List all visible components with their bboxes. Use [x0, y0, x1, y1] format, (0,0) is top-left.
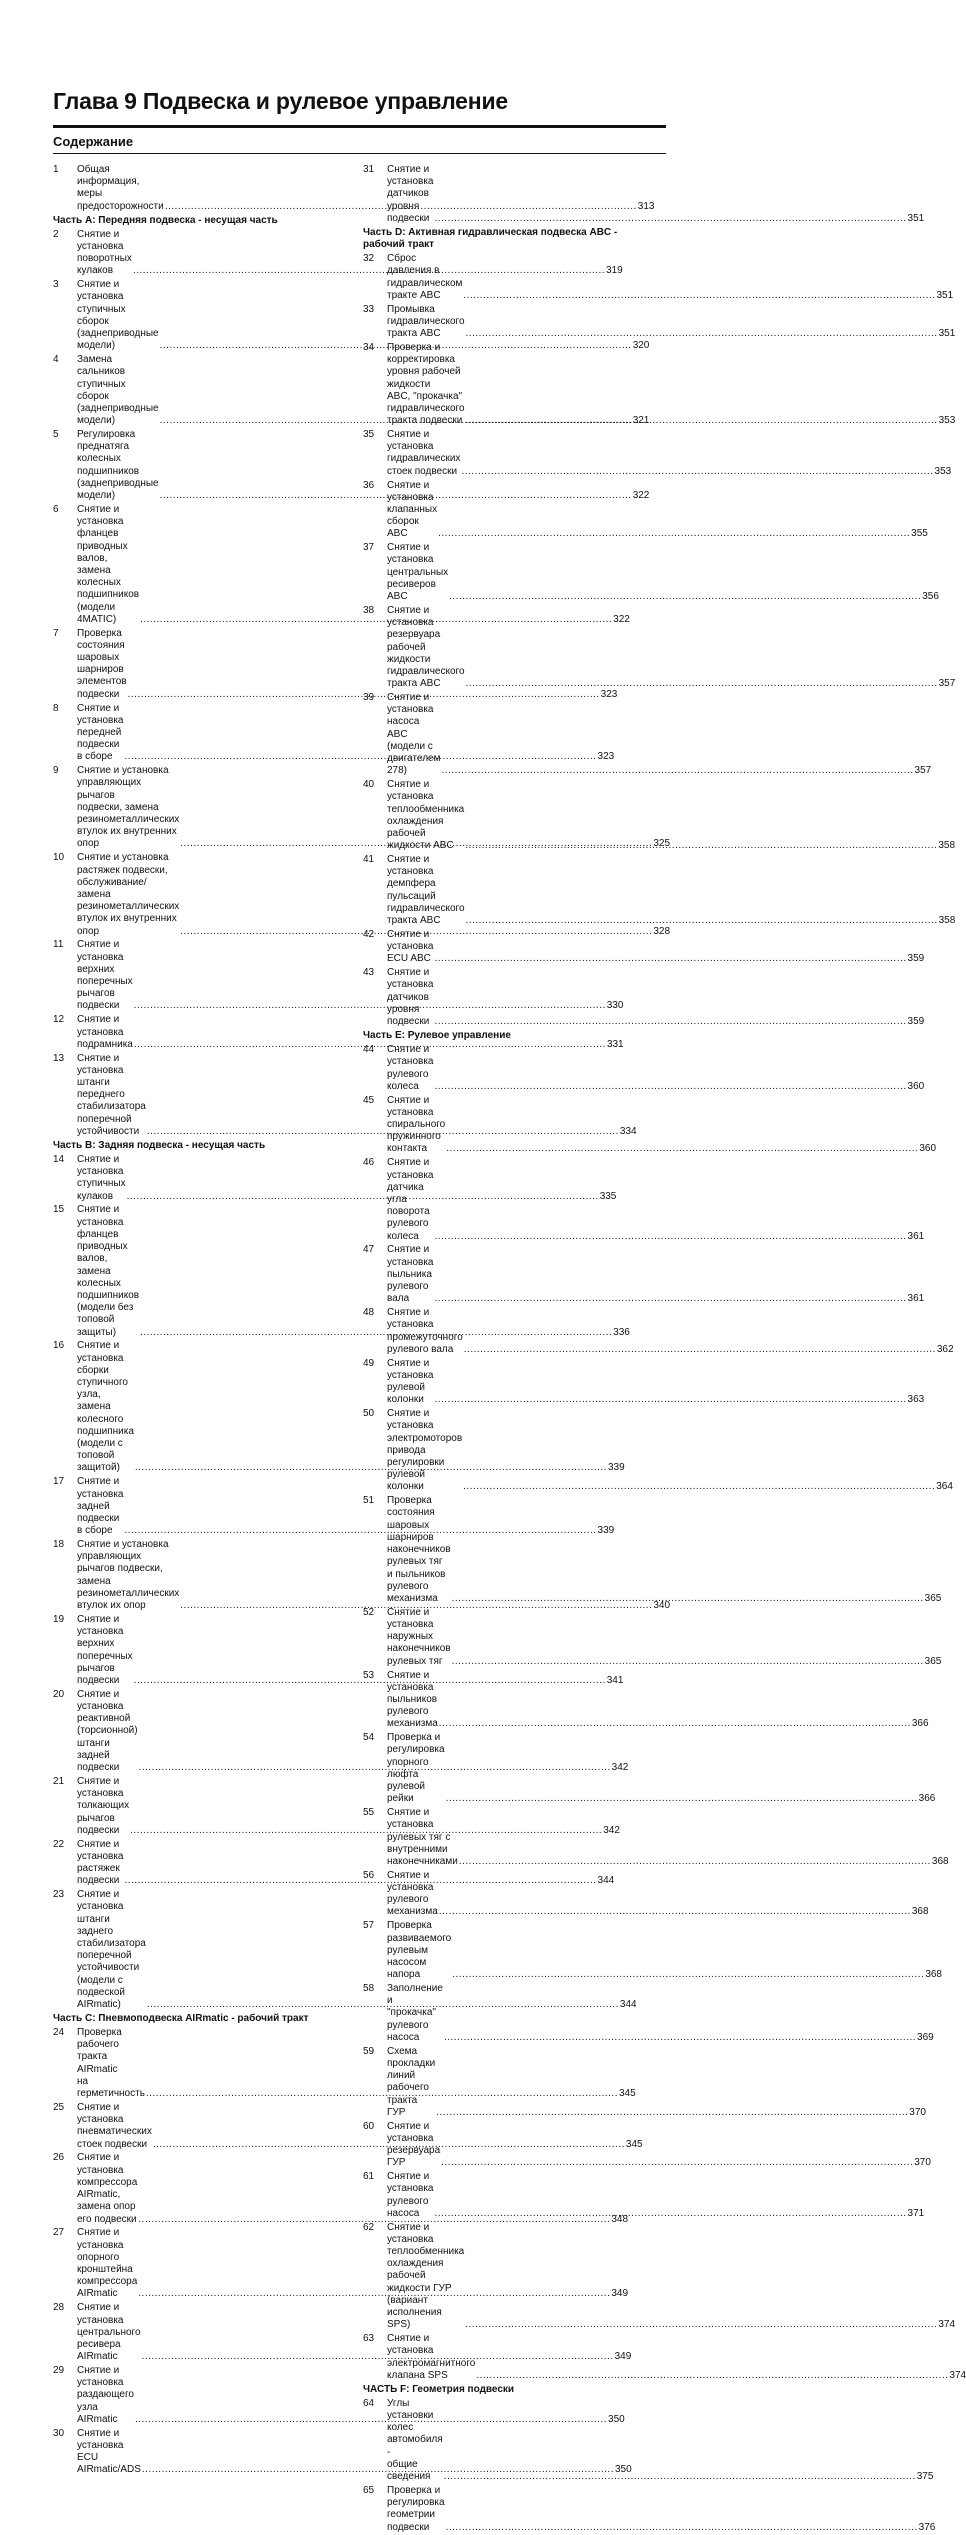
toc-part-heading: Часть C: Пневмоподвеска AIRmatic - рабочий тракт: [53, 2012, 309, 2024]
toc-entry-title: Замена сальников ступичных сборок (заднеприводные модели): [77, 354, 159, 427]
toc-part-heading: Часть D: Активная гидравлическая подвеска ABC - рабочий тракт: [363, 226, 618, 250]
dot-leader: [434, 953, 906, 965]
dot-leader: [439, 1906, 911, 1918]
dot-leader: [446, 1143, 918, 1155]
toc-entry-page: 344: [597, 1875, 615, 1887]
toc-entry-number: 30: [53, 2427, 65, 2439]
toc-entry-number: 48: [363, 1307, 375, 1319]
toc-part-heading: ЧАСТЬ F: Геометрия подвески: [363, 2383, 515, 2395]
toc-entry-title: Снятие и установка реактивной (торсионной) штанги задней подвески: [77, 1688, 138, 1774]
toc-entry-title: Промывка гидравлического тракта ABC: [387, 303, 465, 340]
toc-entry-number: 3: [53, 279, 59, 291]
toc-entry-title: Снятие и установка наружных наконечников рулевых тяг: [387, 1606, 451, 1667]
toc-entry-title: Снятие и установка датчиков уровня подвески: [387, 164, 434, 224]
contents-heading: Содержание: [53, 134, 134, 149]
toc-entry-number: 15: [53, 1204, 65, 1216]
toc-entry-title: Снятие и установка задней подвески в сборе: [77, 1476, 124, 1537]
toc-entry-page: 330: [606, 1000, 624, 1012]
toc-entry-page: 320: [632, 340, 650, 352]
toc-part-heading: Часть E: Рулевое управление: [363, 1029, 511, 1041]
toc-entry-number: 47: [363, 1244, 375, 1256]
dot-leader: [463, 1481, 935, 1493]
toc-entry-title: Сброс давления в гидравлическом тракте ABC: [387, 253, 463, 301]
toc-entry-number: 11: [53, 939, 64, 951]
toc-entry-page: 361: [907, 1230, 925, 1242]
toc-entry-number: 18: [53, 1539, 65, 1551]
toc-entry-page: 341: [606, 1674, 624, 1686]
toc-entry-number: 10: [53, 852, 65, 864]
toc-entry-page: 313: [637, 200, 655, 212]
toc-entry-number: 33: [363, 303, 375, 315]
toc-entry-title: Проверка и корректировка уровня рабочей жидкости ABC, "прокачка" гидравлического тракта подвески: [387, 341, 465, 427]
dot-leader: [461, 466, 933, 478]
toc-entry-number: 6: [53, 503, 59, 515]
toc-entry: [363, 1307, 954, 1356]
toc-entry-title: Снятие и установка штанги заднего стабилизатора поперечной устойчивости (модели с подвеской AIRmatic): [77, 1889, 146, 2010]
toc-entry-title: Снятие и установка опорного кронштейна компрессора AIRmatic: [77, 2227, 138, 2300]
toc-entry-title: Снятие и установка спирального пружинного контакта: [387, 1094, 446, 1155]
toc-entry-number: 14: [53, 1153, 65, 1165]
dot-leader: [465, 840, 937, 852]
toc-entry-page: 368: [925, 1969, 942, 1981]
toc-entry-page: 368: [911, 1906, 929, 1918]
toc-entry: [363, 303, 956, 341]
toc-entry-number: 57: [363, 1920, 375, 1932]
toc-entry-page: 368: [931, 1855, 949, 1867]
toc-entry: [363, 1094, 937, 1156]
contents-rule: [53, 153, 666, 154]
toc-entry-title: Снятие и установка промежуточного рулевого вала: [387, 1307, 463, 1355]
toc-entry-number: 64: [363, 2397, 375, 2409]
toc-entry-number: 52: [363, 1606, 375, 1618]
toc-entry-number: 31: [363, 164, 375, 175]
toc-part-heading: Часть A: Передняя подвеска - несущая часть: [53, 214, 278, 226]
dot-leader: [444, 2032, 916, 2044]
dot-leader: [434, 1081, 906, 1093]
toc-entry-number: 54: [363, 1732, 375, 1744]
toc-entry-page: 370: [909, 2106, 926, 2118]
toc-entry-title: Снятие и установка электромоторов привода регулировки рулевой колонки: [387, 1408, 463, 1493]
toc-entry-title: Снятие и установка электромагнитного клапана SPS: [387, 2333, 476, 2381]
toc-entry-page: 359: [907, 953, 925, 965]
toc-entry-title: Заполнение и "прокачка" рулевого насоса: [387, 1983, 443, 2043]
toc-entry-page: 358: [938, 840, 956, 852]
toc-entry-page: 325: [653, 838, 671, 850]
toc-entry-page: 358: [938, 915, 956, 927]
toc-entry-page: 365: [924, 1592, 942, 1604]
toc-entry-title: Снятие и установка рулевых тяг с внутренними наконечниками: [387, 1807, 458, 1867]
toc-entry: [363, 341, 956, 427]
toc-entry-number: 51: [363, 1495, 375, 1507]
toc-entry-title: Снятие и установка теплообменника охлаждения рабочей жидкости ГУР (вариант исполнения SPS): [387, 2221, 465, 2331]
toc-entry-number: 26: [53, 2152, 65, 2164]
toc-entry-page: 375: [916, 2471, 934, 2483]
toc-entry: [363, 1807, 949, 1868]
toc-entry-number: 37: [363, 542, 375, 554]
dot-leader: [466, 415, 938, 427]
toc-entry: [363, 1044, 925, 1093]
toc-entry: [363, 1495, 942, 1605]
dot-leader: [438, 528, 910, 540]
dot-leader: [466, 328, 938, 340]
toc-entry-title: Снятие и установка ступичных кулаков: [77, 1153, 126, 1202]
toc-entry-page: 321: [632, 415, 650, 427]
toc-entry-title: Снятие и установка фланцев приводных валов, замена колесных подшипников (модели 4MATIC): [77, 503, 140, 625]
toc-entry-number: 65: [363, 2484, 375, 2496]
toc-entry-number: 40: [363, 779, 375, 791]
toc-entry-title: Снятие и установка гидравлических стоек подвески: [387, 429, 461, 477]
dot-leader: [465, 2319, 937, 2331]
toc-entry-number: 27: [53, 2227, 65, 2239]
toc-entry: [363, 1244, 925, 1305]
toc-entry-title: Проверка рабочего тракта AIRmatic на герметичность: [77, 2027, 145, 2100]
toc-entry: [363, 2171, 925, 2220]
toc-entry-number: 29: [53, 2365, 65, 2376]
toc-entry-number: 1: [53, 164, 59, 175]
toc-entry-title: Снятие и установка ECU ABC: [387, 928, 434, 965]
dot-leader: [434, 1394, 906, 1406]
toc-entry-title: Снятие и установка фланцев приводных валов, замена колесных подшипников (модели без топовой защиты): [77, 1204, 140, 1338]
toc-entry-title: Снятие и установка клапанных сборок ABC: [387, 479, 438, 540]
toc-entry-page: 364: [936, 1481, 953, 1493]
toc-entry-title: Снятие и установка центрального ресивера AIRmatic: [77, 2302, 141, 2363]
toc-entry-page: 366: [918, 1793, 936, 1805]
toc-part-heading: Часть B: Задняя подвеска - несущая часть: [53, 1139, 266, 1151]
toc-entry-number: 41: [363, 854, 375, 866]
toc-entry-title: Схема прокладки линий рабочего тракта ГУР: [387, 2045, 436, 2118]
toc-entry-number: 58: [363, 1983, 375, 1995]
dot-leader: [439, 1718, 911, 1730]
toc-entry-page: 339: [597, 1525, 615, 1537]
dot-leader: [463, 290, 935, 302]
toc-entry: [363, 1983, 934, 2044]
toc-entry-title: Снятие и установка рулевой колонки: [387, 1357, 434, 1406]
dot-leader: [441, 765, 913, 777]
toc-entry-title: Снятие и установка передней подвески в сборе: [77, 702, 124, 763]
toc-entry-number: 20: [53, 1688, 65, 1700]
dot-leader: [476, 2370, 948, 2382]
toc-entry-number: 45: [363, 1094, 375, 1106]
toc-entry: [363, 253, 954, 302]
toc-entry-number: 42: [363, 928, 375, 940]
toc-entry-number: 32: [363, 253, 375, 265]
toc-entry: [363, 1732, 936, 1805]
toc-entry-number: 49: [363, 1357, 375, 1369]
toc-entry-page: 366: [911, 1718, 929, 1730]
toc-entry-title: Снятие и установка верхних поперечных рычагов подвески: [77, 1613, 133, 1686]
toc-entry-title: Общая информация, меры предосторожности: [77, 164, 164, 212]
toc-entry: [363, 2484, 936, 2534]
toc-entry-page: 374: [949, 2369, 966, 2381]
toc-entry-title: Снятие и установка толкающих рычагов подвески: [77, 1775, 130, 1836]
dot-leader: [441, 2157, 913, 2169]
dot-leader: [464, 1344, 936, 1356]
toc-entry: [363, 1357, 925, 1407]
toc-entry-page: 351: [938, 328, 956, 340]
toc-entry-number: 60: [363, 2120, 375, 2132]
toc-entry: [363, 1869, 929, 1919]
toc-entry: [363, 2120, 931, 2170]
toc-entry-number: 7: [53, 627, 59, 639]
toc-entry-title: Снятие и установка пневматических стоек подвески: [77, 2101, 152, 2150]
toc-entry-number: 34: [363, 341, 375, 353]
toc-entry-number: 17: [53, 1476, 65, 1488]
toc-entry-number: 61: [363, 2171, 375, 2183]
toc-entry-number: 23: [53, 1889, 65, 1901]
toc-entry-page: 351: [907, 212, 925, 224]
toc-entry: [363, 1408, 953, 1493]
toc-entry-title: Снятие и установка резервуара рабочей жидкости гидравлического тракта ABC: [387, 604, 465, 690]
toc-entry-number: 22: [53, 1838, 65, 1850]
toc-entry-title: Снятие и установка верхних поперечных рычагов подвески: [77, 939, 133, 1012]
toc-entry-page: 342: [603, 1824, 620, 1836]
toc-entry-page: 345: [625, 2138, 643, 2150]
toc-entry: [363, 479, 928, 541]
toc-entry-number: 19: [53, 1613, 65, 1625]
dot-leader: [434, 1231, 906, 1243]
toc-entry-page: 323: [597, 751, 615, 763]
toc-entry-number: 44: [363, 1044, 375, 1056]
toc-entry-title: Проверка и регулировка геометрии подвески: [387, 2484, 445, 2533]
toc-entry-page: 322: [632, 490, 650, 502]
toc-entry-number: 4: [53, 354, 59, 366]
dot-leader: [452, 1969, 924, 1981]
toc-entry-page: 362: [936, 1343, 954, 1355]
toc-entry-page: 357: [938, 678, 956, 690]
toc-entry-title: Снятие и установка штанги переднего стабилизатора поперечной устойчивости: [77, 1052, 146, 1137]
toc-entry-title: Снятие и установка теплообменника охлаждения рабочей жидкости ABC: [387, 779, 465, 852]
toc-entry-page: 371: [907, 2207, 925, 2219]
toc-entry: [363, 1157, 925, 1242]
toc-entry-title: Снятие и установка датчика угла поворота рулевого колеса: [387, 1157, 434, 1242]
toc-entry-number: 43: [363, 967, 375, 979]
toc-entry: [363, 2397, 934, 2483]
toc-entry-title: Снятие и установка рулевого колеса: [387, 1044, 434, 1092]
toc-entry-page: 365: [924, 1655, 942, 1667]
toc-entry-number: 24: [53, 2027, 65, 2039]
toc-entry: [363, 854, 956, 927]
toc-entry: [363, 604, 956, 690]
toc-entry-number: 25: [53, 2101, 65, 2113]
toc-entry-title: Проверка состояния шаровых шарниров элементов подвески: [77, 627, 127, 700]
toc-entry-page: 345: [618, 2088, 636, 2100]
toc-entry-number: 39: [363, 692, 375, 704]
dot-leader: [444, 2471, 916, 2483]
toc-entry-title: Регулировка преднатяга колесных подшипников (заднеприводные модели): [77, 429, 159, 502]
toc-entry-title: Снятие и установка управляющих рычагов подвески, замена резинометаллических втулок их внутренних опор: [77, 765, 180, 850]
toc-entry-title: Снятие и установка ступичных сборок (заднеприводные модели): [77, 279, 159, 352]
toc-entry-page: 355: [911, 528, 928, 540]
toc-entry-page: 323: [600, 688, 618, 700]
toc-entry-number: 9: [53, 765, 59, 777]
toc-entry-page: 331: [606, 1038, 624, 1050]
toc-entry: [363, 2045, 926, 2119]
toc-entry-page: 351: [936, 289, 954, 301]
dot-leader: [434, 1293, 906, 1305]
toc-entry-title: Снятие и установка демпфера пульсаций гидравлического тракта ABC: [387, 854, 465, 927]
toc-entry-number: 36: [363, 479, 375, 491]
toc-entry-page: 319: [606, 265, 623, 277]
toc-entry-number: 12: [53, 1014, 65, 1026]
toc-entry-title: Снятие и установка подрамника: [77, 1014, 133, 1050]
toc-entry-title: Проверка развиваемого рулевым насосом напора: [387, 1920, 452, 1981]
toc-entry-number: 50: [363, 1408, 375, 1420]
toc-entry-title: Снятие и установка насоса ABC (модели с двигателем 278): [387, 692, 441, 777]
toc-entry: [363, 967, 925, 1028]
toc-entry-page: 361: [907, 1293, 925, 1305]
dot-leader: [466, 915, 938, 927]
toc-entry-number: 38: [363, 604, 375, 616]
toc-entry-page: 370: [914, 2157, 931, 2169]
toc-entry-title: Снятие и установка центральных ресиверов ABC: [387, 542, 449, 603]
toc-entry-number: 63: [363, 2333, 375, 2345]
dot-leader: [452, 1593, 924, 1605]
toc-entry-page: 322: [613, 613, 630, 625]
toc-entry-page: 353: [934, 465, 952, 477]
dot-leader: [446, 2522, 918, 2534]
toc-entry-title: Снятие и установка растяжек подвески, обслуживание/замена резинометаллических втулок их внутренних опор: [77, 852, 180, 937]
toc-entry-number: 13: [53, 1052, 65, 1064]
dot-leader: [434, 213, 906, 225]
toc-entry-number: 28: [53, 2302, 65, 2314]
toc-entry-title: Снятие и установка рулевого насоса: [387, 2171, 434, 2219]
toc-entry-title: Углы установки колес автомобиля - общие сведения: [387, 2397, 443, 2483]
toc-entry-page: 349: [614, 2351, 632, 2363]
toc-entry-number: 62: [363, 2221, 375, 2233]
chapter-title: Глава 9 Подвеска и рулевое управление: [53, 88, 508, 114]
toc-entry-title: Снятие и установка растяжек подвески: [77, 1838, 124, 1887]
toc-entry-title: Снятие и установка пыльника рулевого вала: [387, 1244, 434, 1305]
toc-entry-page: 334: [619, 1125, 637, 1137]
toc-entry-page: 353: [938, 415, 956, 427]
toc-entry-number: 8: [53, 702, 59, 714]
toc-entry-page: 328: [653, 925, 671, 937]
toc-entry-number: 46: [363, 1157, 375, 1169]
dot-leader: [459, 1856, 931, 1868]
title-rule: [53, 125, 666, 128]
toc-entry-page: 369: [917, 2031, 934, 2043]
toc-entry-title: Снятие и установка компрессора AIRmatic, замена опор его подвески: [77, 2152, 138, 2225]
toc-entry-page: 360: [919, 1143, 937, 1155]
toc-entry-title: Снятие и установка пыльников рулевого механизма: [387, 1669, 438, 1730]
toc-entry: [363, 2221, 956, 2332]
toc-entry-page: 340: [653, 1600, 671, 1612]
toc-entry-number: 21: [53, 1775, 65, 1787]
toc-entry-title: Снятие и установка поворотных кулаков: [77, 228, 132, 277]
toc-entry-page: 339: [607, 1462, 625, 1474]
toc-entry-title: Проверка состояния шаровых шарниров наконечников рулевых тяг и пыльников рулевого механизма: [387, 1495, 451, 1604]
toc-entry-number: 2: [53, 228, 59, 240]
dot-leader: [449, 591, 921, 603]
toc-entry-title: Снятие и установка датчиков уровня подвески: [387, 967, 434, 1028]
toc-entry-page: 350: [608, 2413, 625, 2425]
toc-entry-page: 344: [619, 1998, 637, 2010]
toc-entry: [363, 1669, 929, 1731]
dot-leader: [434, 1016, 906, 1028]
toc-entry-page: 336: [613, 1326, 630, 1338]
toc-entry-page: 360: [907, 1080, 925, 1092]
dot-leader: [466, 678, 938, 690]
toc-entry-page: 342: [611, 1762, 629, 1774]
toc-entry-title: Снятие и установка резервуара ГУР: [387, 2120, 441, 2169]
toc-entry-page: 349: [611, 2288, 629, 2300]
toc-entry-title: Снятие и установка сборки ступичного узла, замена колесного подшипника (модели с топовой защитой): [77, 1340, 134, 1474]
toc-entry: [363, 692, 932, 777]
toc-entry-page: 356: [922, 591, 939, 603]
toc-entry-page: 348: [611, 2213, 629, 2225]
dot-leader: [452, 1656, 924, 1668]
toc-entry-page: 376: [918, 2521, 936, 2533]
dot-leader: [434, 2208, 906, 2220]
toc-entry-number: 16: [53, 1340, 65, 1352]
toc-entry-page: 335: [599, 1190, 617, 1202]
toc-entry-number: 56: [363, 1869, 375, 1881]
toc-entry: [363, 542, 939, 603]
toc-entry-number: 35: [363, 429, 375, 441]
toc-entry: [363, 429, 952, 478]
toc-entry: [363, 164, 925, 225]
toc-entry-page: 357: [914, 765, 932, 777]
dot-leader: [446, 1793, 918, 1805]
toc-entry-title: Проверка и регулировка упорного люфта рулевой рейки: [387, 1732, 445, 1805]
toc-entry: [363, 2333, 966, 2382]
toc-entry: [363, 1920, 942, 1981]
toc-entry-number: 59: [363, 2045, 375, 2057]
toc-entry-number: 55: [363, 1807, 375, 1819]
toc-entry-page: 374: [938, 2319, 956, 2331]
dot-leader: [436, 2107, 908, 2119]
toc-entry-page: 350: [614, 2464, 632, 2476]
toc-entry-title: Снятие и установка ECU AIRmatic/ADS: [77, 2427, 141, 2476]
toc-entry-page: 363: [907, 1394, 925, 1406]
toc-entry-number: 53: [363, 1669, 375, 1681]
toc-entry-title: Снятие и установка управляющих рычагов подвески, замена резинометаллических втулок их опор: [77, 1539, 180, 1612]
toc-entry-title: Снятие и установка раздающего узла AIRmatic: [77, 2365, 134, 2425]
toc-entry-page: 359: [907, 1016, 925, 1028]
toc-entry-number: 5: [53, 429, 59, 441]
toc-entry-title: Снятие и установка рулевого механизма: [387, 1869, 438, 1918]
